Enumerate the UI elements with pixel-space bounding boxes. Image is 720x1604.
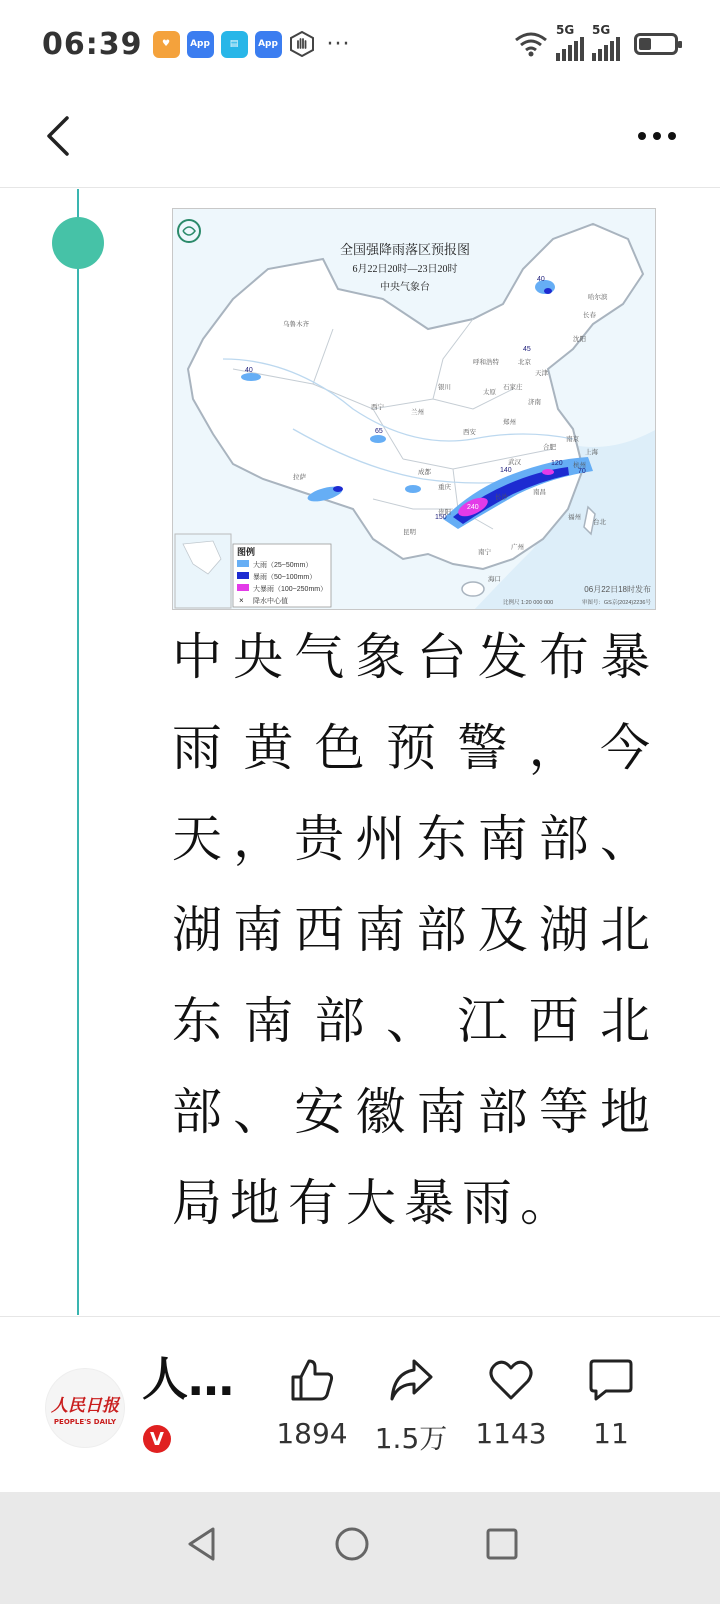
map-value-1: 40 [537,276,545,283]
map-legend [233,544,331,607]
dot-icon [638,132,646,140]
map-value-7: 70 [578,468,586,475]
legend-item: 大暴雨（100~250mm） [253,586,328,593]
map-issued-date: 06月22日18时发布 [584,585,651,594]
map-issuer: 中央气象台 [380,282,430,293]
map-city: 天津 [535,370,548,377]
map-city: 北京 [518,359,531,366]
author-name[interactable]: 人… [142,1352,234,1406]
svg-text:×: × [239,596,244,605]
map-city: 哈尔滨 [588,294,608,301]
like-button[interactable] [267,1357,357,1450]
dot-icon [653,132,661,140]
wifi-icon [514,31,548,57]
map-city: 西安 [463,429,476,436]
author-avatar[interactable] [46,1369,124,1447]
legend-item: 大雨（25~50mm） [253,562,313,569]
post-footer-bar [0,1316,720,1492]
share-arrow-icon [388,1357,434,1403]
map-city: 沈阳 [573,336,586,343]
map-city: 南宁 [478,549,491,556]
system-navigation-bar [0,1492,720,1604]
map-city: 昆明 [403,529,416,536]
system-home-button[interactable] [322,1514,382,1574]
map-review-no: 审图号：GS京(2024)2236号 [581,600,651,606]
map-city: 广州 [511,544,524,551]
status-time: 06:39 [42,26,143,62]
legend-item: 降水中心值 [253,598,288,605]
thumbs-up-icon [289,1357,335,1403]
map-city: 上海 [585,449,598,456]
map-value-8: 240 [467,504,479,511]
map-city: 拉萨 [293,474,306,481]
map-value-9: 150 [435,514,447,521]
map-city: 西宁 [371,404,384,411]
map-city: 郑州 [503,419,516,426]
map-city: 南昌 [533,489,546,496]
signal-icon-1: 5G [556,27,584,61]
map-city: 石家庄 [503,384,523,391]
app-notification-icon: App [187,31,214,58]
system-recents-button[interactable] [472,1514,532,1574]
like-count: 1894 [276,1417,348,1450]
map-city: 济南 [528,399,541,406]
system-back-button[interactable] [172,1514,232,1574]
status-right [514,23,678,61]
heart-icon [488,1357,534,1403]
status-bar [0,0,720,88]
verified-badge-icon: V [143,1425,171,1453]
notification-icons [153,31,351,58]
map-city: 兰州 [411,409,424,416]
back-button[interactable] [28,106,88,166]
app-notification-icon-2: App [255,31,282,58]
map-value-5: 140 [500,467,512,474]
favorite-button[interactable] [466,1357,556,1450]
map-city: 海口 [488,576,501,583]
rainfall-forecast-map-image[interactable] [172,208,656,610]
map-city: 长春 [583,312,596,319]
battery-icon [634,33,678,55]
map-city: 长沙 [495,494,508,501]
hand-hexagon-icon [289,31,316,58]
map-value-3: 65 [375,428,383,435]
comment-bubble-icon [588,1357,634,1403]
map-city: 重庆 [438,484,451,491]
map-city: 太原 [483,389,496,396]
post-content-text: 中央气象台发布暴雨黄色预警，今天，贵州东南部、湖南西南部及湖北东南部、江西北部、安徽南部等地局地有大暴雨。 [172,628,658,1232]
avatar-logo-text: 人民日报 [51,1395,119,1416]
map-value-2: 45 [523,346,531,353]
timeline-line [77,189,79,1315]
timeline-dot [52,217,104,269]
circle-home-icon [334,1526,370,1562]
map-value-4: 40 [245,367,253,374]
more-options-button[interactable] [622,106,692,166]
legend-item: 暴雨（50~100mm） [253,574,317,581]
map-city: 合肥 [543,444,556,451]
map-scale: 比例尺 1:20 000 000 [503,600,554,606]
map-city: 银川 [438,384,451,391]
triangle-back-icon [185,1526,219,1562]
comment-count: 11 [593,1417,629,1450]
chevron-left-icon [43,114,73,158]
map-city: 乌鲁木齐 [283,321,309,328]
share-count: 1.5万 [374,1422,448,1455]
map-city: 杭州 [573,462,586,469]
map-city: 贵阳 [438,509,451,516]
comment-button[interactable] [566,1357,656,1450]
favorite-count: 1143 [475,1417,547,1450]
map-city: 武汉 [508,459,521,466]
signal-icon-2: 5G [592,27,620,61]
square-recents-icon [485,1527,519,1561]
legend-title: 图例 [237,547,256,557]
map-city: 南京 [566,436,579,443]
map-title: 全国强降雨落区预报图 [339,242,471,257]
heart-app-icon: ♥ [153,31,180,58]
map-period: 6月22日20时—23日20时 [352,264,458,275]
map-city: 台北 [593,519,606,526]
map-city: 成都 [418,469,431,476]
nav-bar [0,88,720,188]
map-city: 呼和浩特 [473,359,499,366]
avatar-logo-subtext: PEOPLE'S DAILY [53,1417,117,1426]
book-app-icon: ▤ [221,31,248,58]
map-value-6: 120 [551,460,563,467]
map-city: 福州 [568,514,581,521]
share-button[interactable] [366,1357,456,1457]
more-notifications-icon: ··· [326,31,351,57]
dot-icon [668,132,676,140]
